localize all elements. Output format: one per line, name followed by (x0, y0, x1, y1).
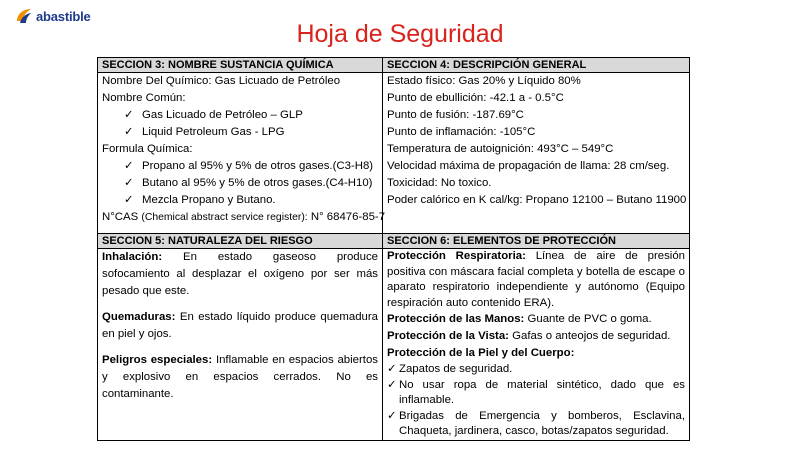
list-item: ✓ Liquid Petroleum Gas - LPG (102, 124, 378, 141)
list-item: ✓ Brigadas de Emergencia y bomberos, Esclavina, Chaqueta, jardinera, casco, botas/zapatos seguridad. (387, 409, 685, 440)
poder-calorico: Poder calórico en K cal/kg: Propano 12100 – Butano 11900 (387, 194, 687, 206)
proteccion-respiratoria: Protección Respiratoria: Línea de aire de presión positiva con máscara facial completa y botella de escape o aparato respiratorio independiente y autónomo (Equipo respiración auto contenido ERA). (387, 250, 685, 309)
list-item: ✓ Gas Licuado de Petróleo – GLP (102, 107, 378, 124)
section-4-body (383, 73, 690, 244)
list-item: ✓ Mezcla Propano y Butano. (102, 192, 378, 209)
check-icon: ✓ (124, 126, 134, 138)
section-6-body (383, 249, 690, 441)
brand-name: abastible (36, 8, 91, 24)
check-icon: ✓ (387, 409, 397, 422)
formula-quimica: Formula Química: (102, 143, 193, 155)
section-4-header: SECCION 4: DESCRIPCIÓN GENERAL (383, 58, 690, 73)
section-5-body (98, 249, 383, 441)
list-item: ✓ Zapatos de seguridad. (387, 362, 685, 378)
check-icon: ✓ (124, 194, 134, 206)
section-3-body (98, 73, 386, 244)
peligros-especiales: Peligros especiales: Inflamable en espacios abiertos y explosivo en espacios cerrados. No es contaminante. (102, 354, 378, 400)
check-icon: ✓ (124, 160, 134, 172)
punto-inflamacion: Punto de inflamación: -105°C (387, 126, 536, 138)
section-3-header: SECCION 3: NOMBRE SUSTANCIA QUÍMICA (98, 58, 383, 73)
table-sections-5-6 (97, 233, 690, 441)
nombre-quimico: Nombre Del Químico: Gas Licuado de Petróleo (102, 75, 341, 87)
proteccion-piel: Protección de la Piel y del Cuerpo: (387, 347, 575, 359)
table-sections-3-4 (97, 57, 690, 244)
list-item: ✓ Propano al 95% y 5% de otros gases.(C3-H8) (102, 158, 378, 175)
inhalacion: Inhalación: En estado gaseoso produce sofocamiento al desplazar el oxígeno por ser más pesado que este. (102, 251, 379, 297)
punto-fusion: Punto de fusión: -187.69°C (387, 109, 524, 121)
punto-ebullicion: Punto de ebullición: -42.1 a - 0.5°C (387, 92, 564, 104)
proteccion-manos: Protección de las Manos: Guante de PVC o goma. (387, 313, 652, 325)
page-title: Hoja de Seguridad (296, 20, 504, 48)
cas-number: N°CAS (Chemical abstract service register): N° 68476-85-7 (102, 211, 386, 223)
section-6-header: SECCION 6: ELEMENTOS DE PROTECCIÓN (383, 234, 690, 249)
section-5-header: SECCION 5: NATURALEZA DEL RIESGO (98, 234, 383, 249)
velocidad-propagacion: Velocidad máxima de propagación de llama: 28 cm/seg. (387, 160, 670, 172)
temperatura-autoignicion: Temperatura de autoignición: 493°C – 549°C (387, 143, 614, 155)
check-icon: ✓ (387, 378, 397, 391)
list-item: ✓ No usar ropa de material sintético, dado que es inflamable. (387, 378, 685, 409)
quemaduras: Quemaduras: En estado líquido produce quemadura en piel y ojos. (102, 311, 378, 340)
check-icon: ✓ (387, 363, 397, 375)
proteccion-vista: Protección de la Vista: Gafas o anteojos de seguridad. (387, 330, 671, 342)
check-icon: ✓ (124, 177, 134, 189)
estado-fisico: Estado físico: Gas 20% y Líquido 80% (387, 75, 581, 87)
check-icon: ✓ (124, 109, 134, 121)
list-item: ✓ Butano al 95% y 5% de otros gases.(C4-H10) (102, 175, 378, 192)
nombre-comun: Nombre Común: (102, 92, 186, 104)
toxicidad: Toxicidad: No toxico. (387, 177, 492, 189)
